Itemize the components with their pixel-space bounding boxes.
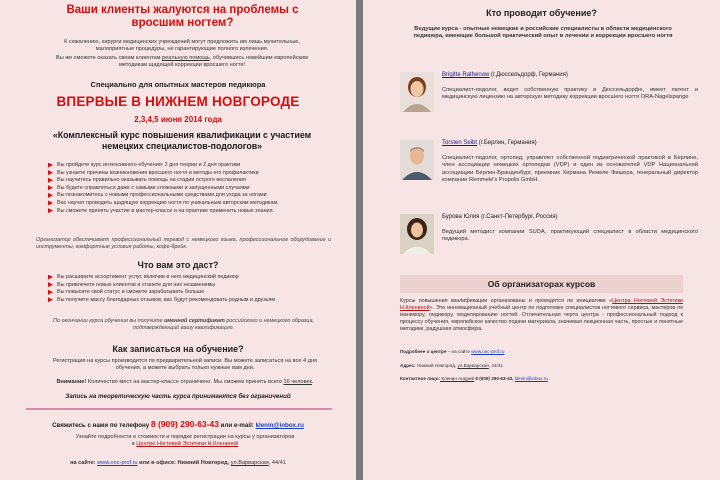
course-dates: 2,3,4,5 июня 2014 года [134, 115, 222, 124]
trainer-desc: Специалист-подолог, ведет собственную практику в Дюссельдорфе, имеет патент и медицинскую лицензию на авторскую методику коррекции вросшего ногтя ORA-Nagelspange [442, 87, 698, 101]
gains-list [48, 274, 338, 304]
bullet-arrow-icon [48, 178, 53, 183]
list-item: Вы познакомитесь с новыми профессиональными средствами для ухода за ногами [48, 192, 338, 200]
details-text [40, 434, 330, 448]
intro-paragraph-1: К сожалению, хирурги медицинских учреждений могут предложить им лишь мучительные, малоприятные процедуры, не гарантирующие полного излечения. [64, 39, 300, 52]
bullet-arrow-icon [48, 282, 53, 287]
list-item: Вы будете справляться даже с самыми сложными и запущенными случаями [48, 185, 338, 193]
trainer-photo [400, 214, 434, 254]
address-link[interactable]: ул.Варварская [230, 460, 269, 466]
trainer-name: Бурова Юлия (г.Санкт-Петербург, Россия) [442, 214, 558, 220]
question-what-you-get: Что вам это даст? [137, 260, 219, 270]
bullet-arrow-icon [48, 208, 53, 213]
email-link[interactable]: klenin@inbox.ru [514, 376, 548, 381]
site-line: на сайте: www.onc-prof.ru или в офисе: Нижний Новгород, ул.Варварская, 44/41 [70, 460, 286, 466]
more-info-line: Подробнее о центре – на сайте www.onc-prof.ru [400, 349, 505, 354]
trainer-photo [400, 72, 434, 112]
bullet-arrow-icon [48, 193, 53, 198]
attention-label: Внимание! [56, 379, 87, 385]
intro-text [52, 39, 312, 69]
address-link[interactable]: ул.Варварская [457, 363, 489, 368]
trainers-lead: Ведущие курса - опытные немецкие и российские специалисты в области медицинского педикюра, имеющие большой практический опыт в лечении и коррекции вросшего ногтя [413, 26, 673, 40]
intro-text-b: , обучившись новейшим европейским методикам щадящей коррекции вросшего ногтя! [118, 55, 308, 68]
question-how-to-register: Как записаться на обучение? [112, 344, 244, 354]
right-page [363, 0, 720, 480]
bullet-arrow-icon [48, 170, 53, 175]
website-link[interactable]: www.onc-prof.ru [97, 460, 138, 466]
trainer-photo [400, 140, 434, 180]
contact-person-line: Контактное лицо: Кленин Андрей 8 (909) 290-63-43, klenin@inbox.ru [400, 376, 548, 381]
organizers-text: Курсы повышения квалификации организованы и проводятся по инициативе «Центра Ногтевой Эстетики Н.Клениной». Это инновационный учебный центр по подготовке специалистов ногтевого сервиса, мастеров по маникюру, педикюру, моделированию ногтей. Отличительная черта центра - профессиональный подход к процессу обучения, европейское качество подачи материала, значимая лекционная часть, простые и понятные методики, радушная атмосфера. [400, 298, 683, 332]
seat-count: 16 человек [283, 379, 312, 385]
center-link[interactable]: Центре Ногтевой Эстетики Н.Клениной [136, 441, 239, 447]
city-headline: ВПЕРВЫЕ В НИЖНЕМ НОВГОРОДЕ [56, 94, 300, 109]
certificate-note: По окончании курса обучения вы получите именной сертификат российского и немецкого образца, подтверждающий вашу квалификацию. [53, 318, 314, 331]
details-line-2: в Центре Ногтевой Эстетики Н.Клениной [131, 441, 239, 447]
contact-line: Свяжитесь с нами по телефону 8 (909) 290-63-43 или e-mail: klenin@inbox.ru [52, 419, 304, 429]
trainer-desc: Специалист-подолог, ортопед, управляет собственной подиатрической практикой в Берлине, член ассоциации немецких ортопедов (VDP) и один из основателей VDP Национальной ассоциации Берлин-Бранденбург, преемник Хермана Ремеле Фишера, генеральный директор компании Remmele's Propolis GmbH. [442, 155, 698, 184]
list-item: Вы расширите ассортимент услуг, включив в него медицинский педикюр [48, 274, 338, 282]
intro-paragraph-2 [52, 55, 312, 69]
center-link[interactable]: Центра Ногтевой Эстетики Н.Клениной [400, 298, 683, 311]
organizer-note: Организатор обеспечивает профессиональный перевод с немецкого языка, профессиональное оборудование и инструменты, комфортные условия работы, кофе-брейк. [36, 237, 331, 250]
real-help-link[interactable]: реальную помощь [162, 55, 210, 61]
bullet-arrow-icon [48, 275, 53, 280]
list-item: Вас научат проводить щадящую коррекцию ногтя по уникальным авторским методикам. [48, 200, 338, 208]
trainer-name: Brigitte Rathenow (г.Дюссельдорф, Германия) [442, 72, 568, 78]
left-page [0, 0, 356, 480]
bullet-arrow-icon [48, 185, 53, 190]
trainers-heading: Кто проводит обучение? [486, 8, 597, 18]
list-item: Вы сможете принять участие в мастер-классе и на практике применить новые знания. [48, 208, 338, 216]
details-line: Узнайте подробности о стоимости и порядке регистрации на курсы у организаторов [75, 434, 295, 440]
email-link[interactable]: klenin@inbox.ru [255, 422, 304, 429]
list-item: Вы повысите свой статус и сможете зарабатывать больше [48, 289, 338, 297]
divider [26, 408, 332, 410]
benefits-list [48, 162, 338, 215]
course-title: «Комплексный курс повышения квалификации с участием немецких специалистов-подологов» [52, 130, 312, 151]
trainer-name: Torsten Seibt (г.Берлин, Германия) [442, 140, 537, 146]
list-item: Вы научитесь правильно оказывать помощь на стадии острого воспаления [48, 177, 338, 185]
bullet-arrow-icon [48, 163, 53, 168]
list-item: Вы пройдете курс интенсивного обучения: 2 дня теории и 2 дня практики [48, 162, 338, 170]
contact-name: Кленин Андрей [440, 376, 475, 381]
list-item: Вы получите массу благодарных отзывов, вас будут рекомендовать родным и друзьям [48, 297, 338, 305]
specialty-line: Специально для опытных мастеров педикюра [90, 80, 266, 89]
certificate-emphasis: именной сертификат [163, 318, 225, 324]
bullet-arrow-icon [48, 290, 53, 295]
list-item: Вы привлечете новых клиентов и станете для них незаменимы [48, 282, 338, 290]
organizers-heading: Об организаторах курсов [400, 275, 683, 293]
phone-number[interactable]: 8 (909) 290-63-43 [150, 419, 219, 429]
registration-text: Регистрация на курсы производится по предварительной записи. Вы можете записаться на все 4 дня обучения, а можете выбрать только нужные вам дни. [52, 358, 318, 371]
bullet-arrow-icon [48, 200, 53, 205]
headline: Ваши клиенты жалуются на проблемы с вросшим ногтем? [66, 4, 299, 29]
address-line: Адрес: Нижний Новгород, ул.Варварская, 44/41 [400, 363, 503, 368]
attention-note: Внимание! Количество мест на мастер-классе ограничено. Мы сможем принять всего 16 человек. [56, 379, 314, 385]
bullet-arrow-icon [48, 297, 53, 302]
trainer-desc: Ведущий методист компании SUDA, практикующий специалист в области медицинского педикюра. [442, 229, 698, 243]
intro-text-a: Вы же сможете оказать своим клиентам [56, 55, 163, 61]
website-link[interactable]: www.onc-prof.ru [471, 349, 505, 354]
theory-note: Запись на теоретическую часть курса принимаются без ограничений [65, 393, 291, 400]
list-item: Вы узнаете причины возникновения вросшего ногтя и методы его профилактики [48, 170, 338, 178]
